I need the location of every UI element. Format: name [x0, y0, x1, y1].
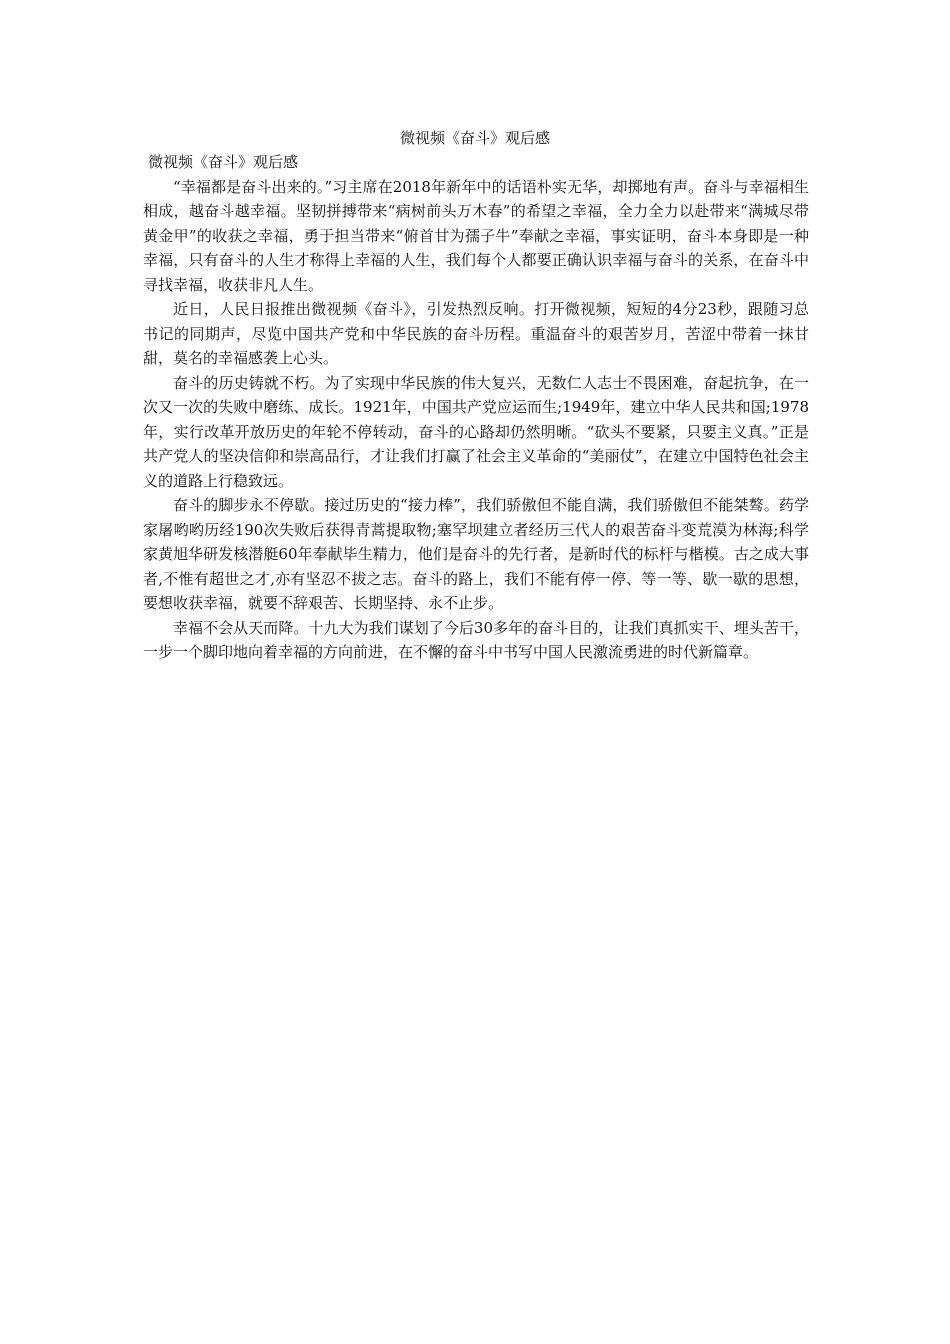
- paragraph-2: 近日，人民日报推出微视频《奋斗》，引发热烈反响。打开微视频，短短的4分23秒，跟随习总书记的同期声，尽览中国共产党和中华民族的奋斗历程。重温奋斗的艰苦岁月，苦涩中带着一抹甘甜，莫名的幸福感袭上心头。: [143, 300, 809, 367]
- document-body: [143, 150, 809, 665]
- paragraph-4: 奋斗的脚步永不停歇。接过历史的“接力棒”，我们骄傲但不能自满，我们骄傲但不能桀骜。药学家屠哟哟历经190次失败后获得青蒿提取物;塞罕坝建立者经历三代人的艰苦奋斗变荒漠为林海;科学家黄旭华研发核潜艇60年奉献毕生精力，他们是奋斗的先行者，是新时代的标杆与楷模。古之成大事者,不惟有超世之才,亦有坚忍不拔之志。奋斗的路上，我们不能有停一停、等一等、歇一歇的思想，要想收获幸福，就要不辞艰苦、长期坚持、永不止步。: [143, 496, 809, 612]
- paragraph-5: 幸福不会从天而降。十九大为我们谋划了今后30多年的奋斗目的，让我们真抓实干、埋头苦干，一步一个脚印地向着幸福的方向前进，在不懈的奋斗中书写中国人民激流勇进的时代新篇章。: [143, 618, 809, 661]
- paragraph-1: “幸福都是奋斗出来的。”习主席在2018年新年中的话语朴实无华，却掷地有声。奋斗与幸福相生相成，越奋斗越幸福。坚韧拼搏带来“病树前头万木春”的希望之幸福，全力全力以赴带来“满城尽带黄金甲”的收获之幸福，勇于担当带来“俯首甘为孺子牛”奉献之幸福，事实证明，奋斗本身即是一种幸福，只有奋斗的人生才称得上幸福的人生，我们每个人都要正确认识幸福与奋斗的关系，在奋斗中寻找幸福，收获非凡人生。: [143, 177, 809, 294]
- document-title: 微视频《奋斗》观后感: [399, 129, 550, 147]
- document-subtitle: 微视频《奋斗》观后感: [148, 153, 299, 171]
- paragraph-3: 奋斗的历史铸就不朽。为了实现中华民族的伟大复兴，无数仁人志士不畏困难，奋起抗争，在一次又一次的失败中磨练、成长。1921年，中国共产党应运而生;1949年，建立中华人民共和国;1978年，实行改革开放历史的年轮不停转动，奋斗的心路却仍然明晰。“砍头不要紧，只要主义真。”正是共产党人的坚决信仰和崇高品行，才让我们打赢了社会主义革命的“美丽仗”，在建立中国特色社会主义的道路上行稳致远。: [143, 373, 809, 490]
